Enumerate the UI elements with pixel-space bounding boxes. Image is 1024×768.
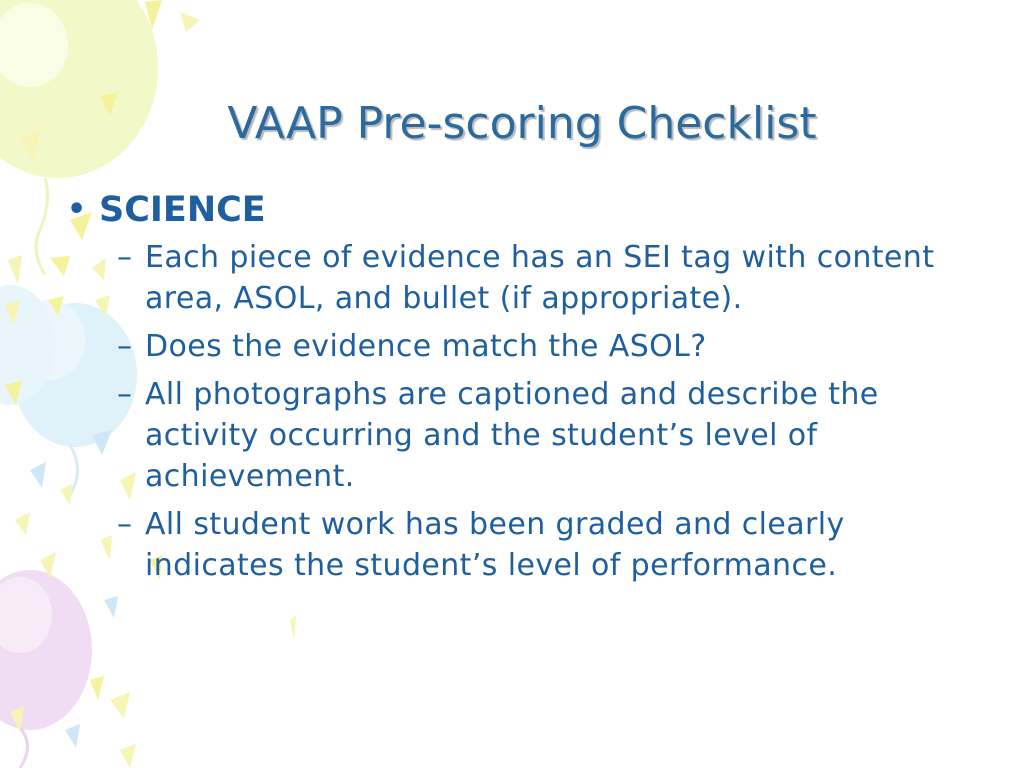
list-item <box>67 326 977 367</box>
list-item-text: Does the evidence match the ASOL? <box>145 329 707 364</box>
section-heading <box>67 185 977 235</box>
dash-icon: – <box>117 507 133 542</box>
list-item <box>67 374 977 497</box>
list-item-text: All photographs are captioned and describe the activity occurring and the student’s level of achievement. <box>145 377 879 494</box>
list-item-text: Each piece of evidence has an SEI tag with content area, ASOL, and bullet (if appropriate). <box>145 240 935 316</box>
slide-title: VAAP Pre-scoring Checklist <box>227 98 817 149</box>
dash-icon: – <box>117 240 133 275</box>
bullet-icon: • <box>67 192 87 227</box>
list-item <box>67 237 977 319</box>
list-item <box>67 504 977 586</box>
list-item-text: All student work has been graded and clearly indicates the student’s level of performance. <box>145 507 845 583</box>
section-label: SCIENCE <box>99 190 266 230</box>
purple-balloon <box>0 570 92 768</box>
dash-icon: – <box>117 377 133 412</box>
dash-icon: – <box>117 329 133 364</box>
slide-body <box>67 185 977 593</box>
checklist <box>67 237 977 586</box>
